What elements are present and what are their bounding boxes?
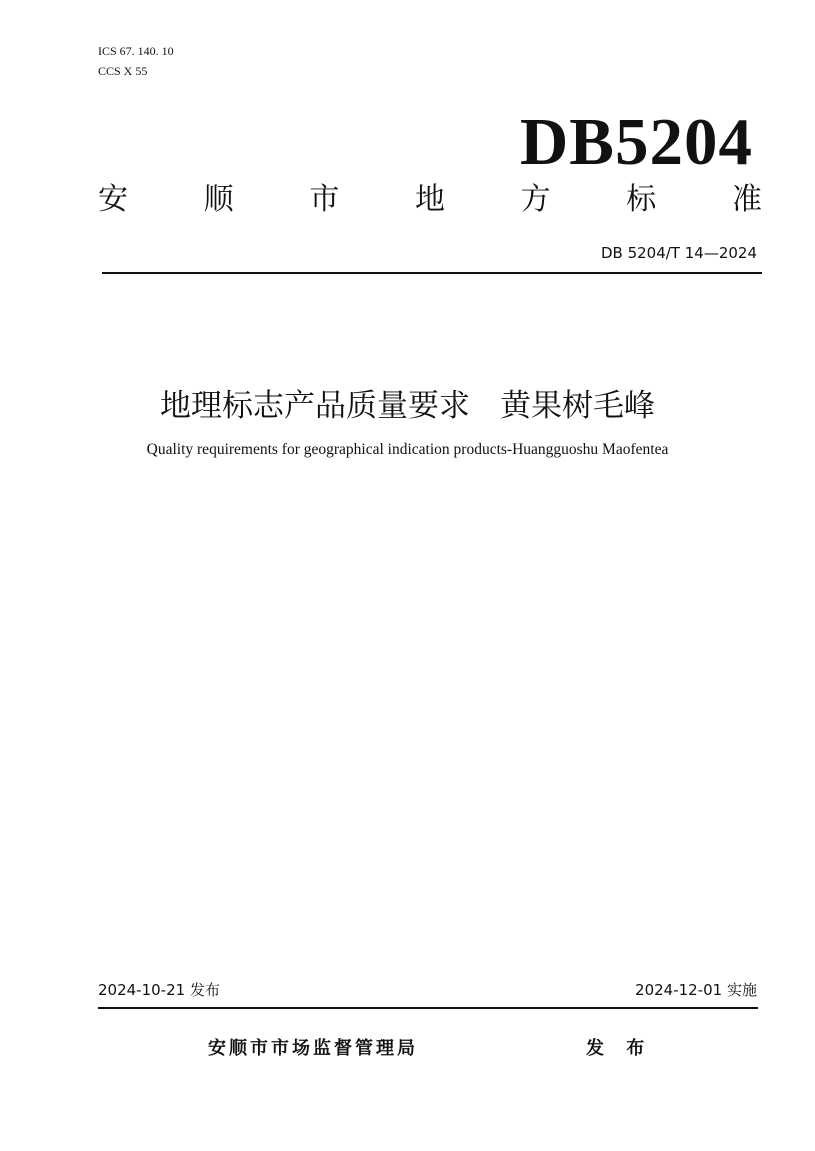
issuing-authority: 安顺市市场监督管理局 [208,1038,418,1059]
header-divider [102,272,762,274]
footer-divider [98,1007,758,1009]
title-cn-main: 地理标志产品质量要求 [160,388,470,424]
standard-type-char: 方 [520,182,551,217]
title-cn-sub: 黄果树毛峰 [500,388,655,424]
publish-date: 2024-10-21 发布 [98,981,220,999]
standard-code-logo: DB5204 [519,105,753,179]
standard-type-char: 顺 [203,182,234,217]
ccs-code: CCS X 55 [98,64,148,78]
issue-label: 发 布 [586,1038,653,1059]
standard-type-char: 准 [731,182,762,217]
implement-date: 2024-12-01 实施 [635,981,757,999]
ics-code: ICS 67. 140. 10 [98,44,174,58]
document-title-cn [0,385,815,427]
standard-type-char: 市 [309,182,340,217]
standard-type-char: 标 [626,182,657,217]
document-title-en: Quality requirements for geographical indication products-Huangguoshu Maofentea [146,441,669,458]
standard-type-char: 地 [414,182,445,217]
standard-type-char: 安 [98,182,128,217]
standard-number: DB 5204/T 14—2024 [600,244,757,262]
standard-type-heading [98,180,762,220]
